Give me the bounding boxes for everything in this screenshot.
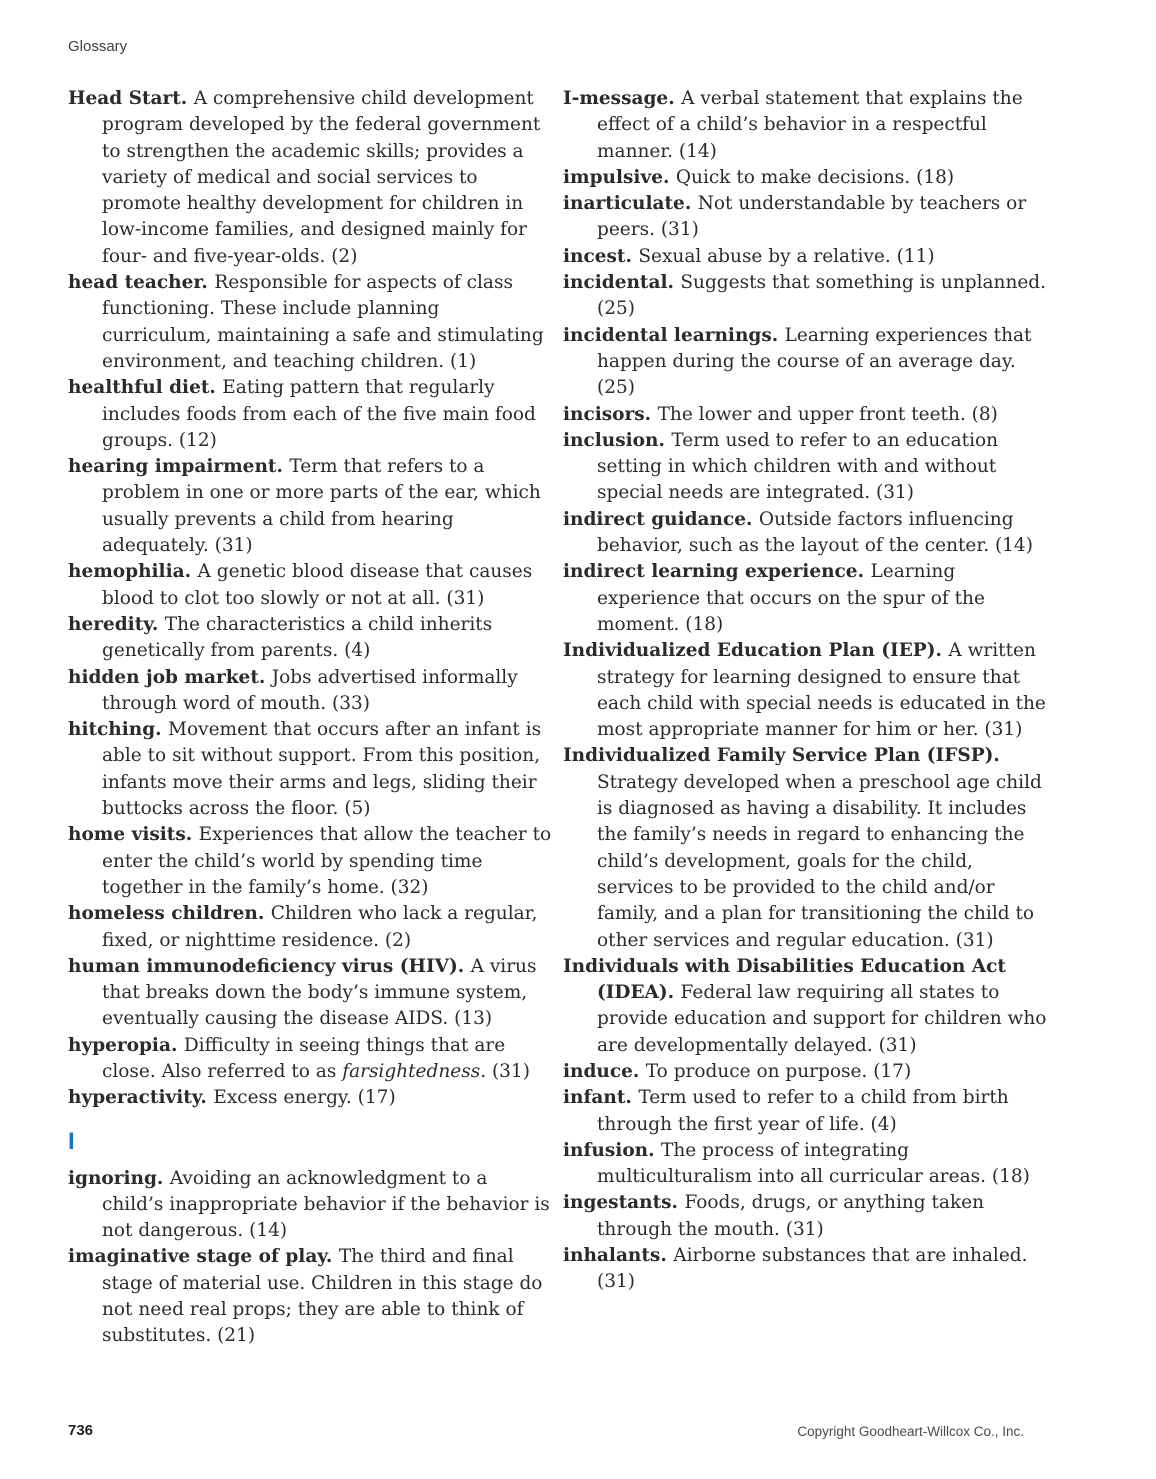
glossary-term: incisors. bbox=[563, 403, 658, 425]
glossary-definition: Suggests that something is unplanned. (25) bbox=[597, 272, 1047, 320]
glossary-entry bbox=[563, 270, 1047, 323]
glossary-term: imaginative stage of play. bbox=[68, 1246, 339, 1268]
glossary-term: inarticulate. bbox=[563, 193, 698, 215]
glossary-entry bbox=[68, 454, 552, 559]
glossary-term: homeless children. bbox=[68, 903, 271, 925]
glossary-entry bbox=[563, 638, 1047, 743]
glossary-entry bbox=[563, 559, 1047, 638]
glossary-term: induce. bbox=[563, 1060, 646, 1082]
glossary-entry bbox=[68, 1085, 552, 1111]
glossary-definition: To produce on purpose. (17) bbox=[645, 1060, 912, 1082]
glossary-definition: Foods, drugs, or anything taken through the mouth. (31) bbox=[597, 1192, 985, 1240]
glossary-definition: A genetic blood disease that causes blood to clot too slowly or not at all. (31) bbox=[102, 561, 533, 609]
glossary-definition: Responsible for aspects of class functioning. These include planning curriculum, maintaining a safe and stimulating environment, and teaching children. (1) bbox=[102, 272, 544, 372]
glossary-term: incest. bbox=[563, 245, 639, 267]
glossary-definition: . (31) bbox=[480, 1060, 530, 1082]
glossary-definition: Learning experience that occurs on the spur of the moment. (18) bbox=[597, 561, 985, 635]
glossary-definition: Excess energy. (17) bbox=[213, 1087, 396, 1109]
glossary-entry bbox=[68, 375, 552, 454]
glossary-entry bbox=[563, 1085, 1047, 1138]
glossary-definition-italic: farsightedness bbox=[342, 1060, 481, 1082]
glossary-term: ignoring. bbox=[68, 1167, 170, 1189]
glossary-term: Head Start. bbox=[68, 88, 194, 109]
glossary-definition: The process of integrating multiculturalism into all curricular areas. (18) bbox=[597, 1139, 1030, 1188]
glossary-definition: Jobs advertised informally through word of mouth. (33) bbox=[102, 666, 518, 714]
glossary-term: Individualized Education Plan (IEP). bbox=[563, 640, 949, 662]
glossary-definition: The third and final stage of material use. Children in this stage do not need real props; they are able to think of substitutes. (21) bbox=[102, 1246, 543, 1347]
glossary-definition: Experiences that allow the teacher to enter the child’s world by spending time together in the family’s home. (32) bbox=[102, 824, 552, 898]
glossary-entry bbox=[68, 717, 552, 822]
glossary-entry bbox=[563, 165, 1047, 191]
glossary-entry bbox=[563, 402, 1047, 428]
glossary-entry bbox=[563, 191, 1047, 244]
glossary-entry bbox=[563, 323, 1047, 402]
glossary-definition: Avoiding an acknowledgment to a child’s inappropriate behavior if the behavior is not dangerous. (14) bbox=[102, 1167, 550, 1242]
right-column bbox=[563, 86, 1047, 1296]
glossary-definition: Term used to refer to an education setting in which children with and without special needs are integrated. (31) bbox=[597, 429, 999, 504]
glossary-definition: Not understandable by teachers or peers. (31) bbox=[597, 193, 1027, 241]
glossary-entry bbox=[563, 86, 1047, 165]
glossary-term: hyperactivity. bbox=[68, 1087, 214, 1109]
glossary-definition: Federal law requiring all states to provide education and support for children who are developmentally delayed. (31) bbox=[597, 982, 1047, 1056]
page-number: 736 bbox=[68, 1422, 94, 1439]
glossary-definition: Children who lack a regular, fixed, or nighttime residence. (2) bbox=[102, 903, 538, 951]
glossary-term: Individuals with Disabilities Education Act (IDEA). bbox=[563, 955, 1006, 1004]
glossary-term: inclusion. bbox=[563, 429, 672, 451]
glossary-term: hearing impairment. bbox=[68, 456, 290, 478]
glossary-term: inhalants. bbox=[563, 1245, 674, 1267]
glossary-definition: Term that refers to a problem in one or more parts of the ear, which usually prevents a child from hearing adequately. (31) bbox=[102, 456, 541, 557]
glossary-definition: Strategy developed when a preschool age child is diagnosed as having a disability. It includes the family’s needs in regard to enhancing the child’s development, goals for the child, services to be provided to the child and/or family, and a plan for transitioning the child to other services and regular education. (31) bbox=[597, 771, 1042, 951]
glossary-definition: Outside factors influencing behavior, such as the layout of the center. (14) bbox=[597, 508, 1033, 557]
glossary-term: hyperopia. bbox=[68, 1034, 184, 1056]
glossary-term: infusion. bbox=[563, 1139, 662, 1161]
glossary-term: indirect learning experience. bbox=[563, 561, 871, 583]
running-head: Glossary bbox=[68, 38, 128, 55]
glossary-definition: A comprehensive child development program developed by the federal government to strengthen the academic skills; provides a variety of medical and social services to promote healthy development for children in low-income families, and designed mainly for four- and five-year-olds. (2) bbox=[102, 88, 541, 267]
copyright-notice: Copyright Goodheart-Willcox Co., Inc. bbox=[797, 1424, 1024, 1439]
glossary-term: healthful diet. bbox=[68, 377, 223, 399]
glossary-definition: Quick to make decisions. (18) bbox=[675, 166, 955, 188]
glossary-term: hemophilia. bbox=[68, 561, 198, 583]
glossary-entry bbox=[68, 954, 552, 1033]
glossary-entry bbox=[68, 559, 552, 612]
glossary-definition: A virus that breaks down the body’s immune system, eventually causing the disease AIDS. (13) bbox=[102, 955, 537, 1030]
glossary-definition: The lower and upper front teeth. (8) bbox=[657, 403, 998, 425]
glossary-entry bbox=[563, 1243, 1047, 1296]
glossary-term: Individualized Family Service Plan (IFSP). bbox=[563, 745, 1000, 767]
glossary-entry bbox=[563, 507, 1047, 560]
glossary-term: head teacher. bbox=[68, 272, 215, 294]
glossary-definition: Sexual abuse by a relative. (11) bbox=[638, 245, 935, 267]
glossary-entry bbox=[68, 86, 552, 270]
glossary-definition: A written strategy for learning designed to ensure that each child with special needs is educated in the most appropriate manner for him or her. (31) bbox=[597, 640, 1046, 741]
glossary-entry bbox=[68, 1244, 552, 1349]
glossary-entry bbox=[68, 901, 552, 954]
glossary-term: incidental learnings. bbox=[563, 324, 785, 346]
left-column bbox=[68, 86, 552, 1350]
glossary-definition: The characteristics a child inherits genetically from parents. (4) bbox=[102, 613, 493, 662]
glossary-entry bbox=[68, 665, 552, 718]
glossary-term: hitching. bbox=[68, 719, 169, 741]
glossary-term: I-message. bbox=[563, 88, 682, 109]
glossary-entry bbox=[563, 1138, 1047, 1191]
glossary-entry bbox=[68, 1166, 552, 1245]
glossary-term: ingestants. bbox=[563, 1192, 685, 1214]
glossary-definition: Term used to refer to a child from birth through the first year of life. (4) bbox=[597, 1087, 1009, 1135]
glossary-term: home visits. bbox=[68, 824, 199, 846]
glossary-entry bbox=[563, 1059, 1047, 1085]
glossary-definition: Learning experiences that happen during the course of an average day. (25) bbox=[597, 324, 1032, 399]
glossary-entry bbox=[68, 1033, 552, 1086]
glossary-entry bbox=[563, 743, 1047, 953]
glossary-definition: A verbal statement that explains the effect of a child’s behavior in a respectful manner. (14) bbox=[597, 88, 1023, 162]
glossary-term: impulsive. bbox=[563, 166, 676, 188]
glossary-term: indirect guidance. bbox=[563, 508, 759, 530]
glossary-entry bbox=[68, 612, 552, 665]
glossary-entry bbox=[563, 954, 1047, 1059]
glossary-definition: Difficulty in seeing things that are close. Also referred to as bbox=[102, 1034, 506, 1082]
glossary-entry bbox=[68, 270, 552, 375]
glossary-entry bbox=[563, 428, 1047, 507]
glossary-term: incidental. bbox=[563, 272, 681, 294]
glossary-entry bbox=[563, 244, 1047, 270]
section-letter: I bbox=[68, 1127, 75, 1155]
glossary-term: infant. bbox=[563, 1087, 639, 1109]
glossary-entry bbox=[68, 822, 552, 901]
glossary-term: human immunodeficiency virus (HIV). bbox=[68, 955, 471, 977]
glossary-term: heredity. bbox=[68, 613, 165, 635]
glossary-definition: Eating pattern that regularly includes foods from each of the five main food groups. (12) bbox=[102, 377, 536, 451]
glossary-definition: Movement that occurs after an infant is able to sit without support. From this position, infants move their arms and legs, sliding their buttocks across the floor. (5) bbox=[102, 719, 542, 820]
glossary-entry bbox=[563, 1190, 1047, 1243]
glossary-term: hidden job market. bbox=[68, 666, 272, 688]
glossary-definition: Airborne substances that are inhaled. (31) bbox=[597, 1245, 1028, 1293]
